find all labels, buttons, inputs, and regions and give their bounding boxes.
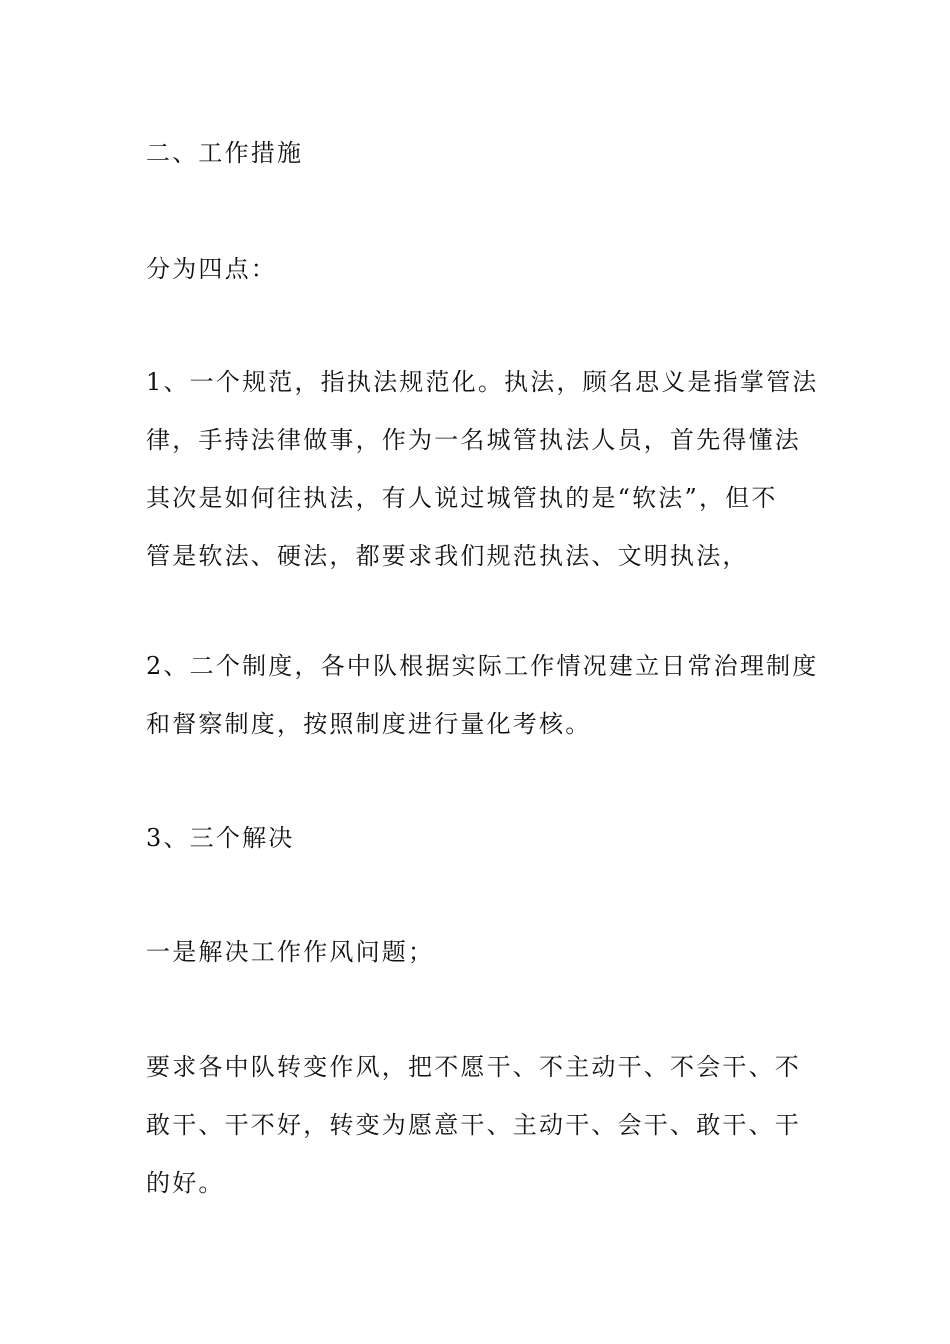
item3-sub1-paragraph xyxy=(146,923,806,981)
item1-paragraph xyxy=(146,353,819,585)
item1-line: 律，手持法律做事，作为一名城管执法人员，首先得懂法 xyxy=(146,426,801,454)
item1-line: 管是软法、硬法，都要求我们规范执法、文明执法， xyxy=(146,542,749,570)
item1-line: 其次是如何往执法，有人说过城管执的是“软法”，但不 xyxy=(146,484,778,512)
section-heading xyxy=(146,124,806,182)
item3-sub1: 一是解决工作作风问题； xyxy=(146,938,435,966)
item2-paragraph xyxy=(146,637,819,753)
item3-title: 3、三个解决 xyxy=(146,824,295,852)
item2-line: 和督察制度，按照制度进行量化考核。 xyxy=(146,710,592,738)
document-page xyxy=(146,0,819,1344)
item3-detail-line: 要求各中队转变作风，把不愿干、不主动干、不会干、不 xyxy=(146,1053,801,1081)
item3-detail-paragraph xyxy=(146,1038,806,1212)
item3-detail-line: 敢干、干不好，转变为愿意干、主动干、会干、敢干、干 xyxy=(146,1111,801,1139)
item3-detail-line: 的好。 xyxy=(146,1169,225,1197)
section-heading-text: 二、工作措施 xyxy=(146,139,304,167)
intro-paragraph xyxy=(146,240,806,298)
item1-line: 1、一个规范，指执法规范化。执法，顾名思义是指掌管法 xyxy=(146,368,819,396)
item3-title-paragraph xyxy=(146,809,806,867)
item2-line: 2、二个制度，各中队根据实际工作情况建立日常治理制度 xyxy=(146,652,819,680)
intro-text: 分为四点： xyxy=(146,255,277,283)
